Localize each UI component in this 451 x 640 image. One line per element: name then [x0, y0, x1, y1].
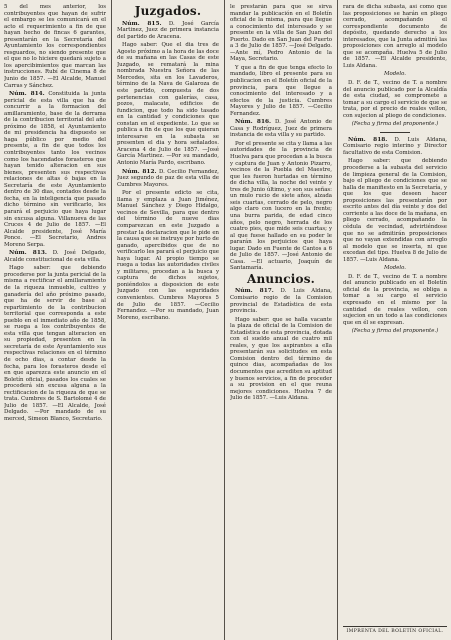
- notice-text: 5 del mes anterior, los contribuyentes que hayan de sufrir el embargo se les comunicará en el acto el requerimiento a fin de que hayan hecho de fincas 6 garantes, presentarán en la Secretaría del Ayuntamiento los correspondientes resguardos, no siendo presente que el que no lo hiciere quedará sujeto a los apercibimientos que marcan las instrucciones. Rubí de Cinema 8 de Junio de 1857. —El Alcalde, Manuel Carras y Sánchez.: [4, 4, 106, 89]
- column-divider: [111, 0, 112, 640]
- signature-line: (Fecha y firma del proponente.): [351, 121, 439, 128]
- notice-number: Núm. 818.: [348, 136, 388, 143]
- notice-number: Núm. 813.: [9, 250, 47, 257]
- model-heading: Modelo.: [384, 265, 406, 272]
- notice-text: Constituida la junta pericial de esta villa que ha de concurrir a la formacion del amillaramiento, base de la derrama de la contribucion territorial del año próximo de 1858, el Ayuntamiento de mi presidencia ha dispuesto se haga público por medio del presente, a fin de que todos los contribuyentes tanto los vecinos como los hacendados forasteros que hayan tenido alteracion en sus bienes, presenten sus respectivas relaciones de altas ó bajas en la Secretaría de este Ayuntamiento dentro de 30 dias, contados desde la fecha, en la inteligencia que pasado dicho término sin verificarlo, les parará el perjuicio que haya lugar sin excusa alguna. Villanueva de las Cruces 4 de Julio de 1857. —El Alcalde presidente, José María Ponce. —El Secretario, Andres Moreno Serpa.: [4, 91, 106, 248]
- column-1: [4, 4, 106, 640]
- column-divider: [224, 0, 225, 640]
- notice-text: D. José García Martinez, Juez de primera instancia del partido de Aracena.: [117, 20, 219, 40]
- notice-number: Núm. 815.: [122, 20, 162, 27]
- notice-text: le prestarán para que se sirva mandar la publicación en el Boletín oficial de la misma, para que llegue a conocimiento del interesado y se presente en la villa de San Juan del Puerto. Dado en San Juan del Puerto a 3 de Julio de 1857. —José Delgado. —Ante mí, Pedro Antonio de la Maya, Secretario.: [230, 4, 332, 63]
- notice-text: Hago saber: que se halla vacante la plaza de oficial de la Comision de Estadística de esta provincia, dotada con el sueldo anual de cuatro mil reales, y que los aspirantes a ella presentarán sus solicitudes en esta Comision dentro del término de quince dias, acompañadas de los documentos que acrediten su aptitud y buenos servicios, a fin de proceder a su provision en el que reuna mejores condiciones. Huelva 7 de Julio de 1857. —Luis Aldana.: [230, 316, 332, 402]
- notice-number: Núm. 817.: [235, 288, 274, 295]
- column-3: [230, 4, 332, 640]
- printer-imprint: IMPRENTA DEL BOLETÍN OFICIAL.: [343, 626, 447, 634]
- notice-number: Núm. 816.: [235, 119, 272, 126]
- column-4: [343, 4, 447, 640]
- section-heading-anuncios: Anuncios.: [246, 271, 316, 286]
- notice-text: D. Luis Aldana, Comisario regio interino y Director facultativo de esta Comision.: [343, 136, 447, 156]
- notice-text: Hago saber: que debiendo procederse a la subasta del servicio de limpieza general de la Comision, bajo el pliego de condiciones que se halla de manifiesto en la Secretaría, y que los que deseen hacer proposiciones las presentarán por escrito antes del día veinte y dos del corriente a las doce de la mañana, en pliego cerrado, acompañando la cédula de vecindad, advirtiéndose que no se admitirán proposiciones que no vayan extendidas con arreglo al modelo que se inserta, ni que excedan del tipo. Huelva 8 de Julio de 1857. —Luis Aldana.: [343, 158, 447, 263]
- notice-text: Y que a fin de que tenga efecto lo mandado, libro el presente para su publicacion en el Boletín oficial de la provincia, para que llegue a conocimiento del interesado y a efectos de la justicia. Cumbres Mayores y Julio de 1857. —Cecilio Fernandez.: [230, 64, 332, 117]
- separator: [380, 132, 410, 133]
- column-2: [117, 4, 219, 640]
- notice-text: D. Cecilio Fernandez, Juez segundo de paz de esta villa de Cumbres Mayores.: [117, 168, 219, 188]
- notice-text: D. F. de T., vecino de T. a nombre del anuncio publicado en el Boletín oficial de la provincia, se obliga a tomar a su cargo el servicio expresado en el mismo por la cantidad de reales vellon, con sujecion en un todo a las condiciones que en él se expresan.: [343, 273, 447, 326]
- notice-text: D. José Antonio de Casa y Rodríguez, Juez de primera instancia de esta villa y su partido.: [230, 119, 332, 139]
- notice-number: Núm. 814.: [9, 91, 45, 98]
- section-heading-juzgados: Juzgados.: [134, 4, 202, 18]
- notice-text: Por el presente se cita y llama a las autoridades de la provincia de Huelva para que procedan a la busca y captura de Juan y Antonio Pizarro, vecinos de la Puebla del Maestre, que les fueron hurtadas en término de dicha villa, la noche del veinte y tres de Junio último, y son sus señas: un mulo rucio de siete años, alzada seis cuartas, cerrado de pelo, negro algo claro con lucero en la frente; una burra parida, de edad cinco años, pelo negro, herrada de los cuatro pies, que mide seis cuartas; y al que fuese hallado en su poder le pararán los perjuicios que haya lugar. Dado en Fuente de Cantos a 6 de Julio de 1857. —José Antonio de Casa. —El actuario, Joaquín de Santamaría.: [230, 140, 332, 272]
- notice-text: D. José Delgado, Alcalde constitucional de esta villa.: [4, 250, 106, 263]
- notice-number: Núm. 812.: [122, 168, 157, 175]
- notice-text: D. F. de T., vecino de T. a nombre del anuncio publicado por la Alcaldía de esta ciudad, se compromete a tomar a su cargo el servicio de que se trata, por el precio de reales vellon, con sujecion al pliego de condiciones.: [343, 80, 447, 119]
- notice-text: D. Luis Aldana, Comisario regio de la Comision provincial de Estadística de esta provincia.: [230, 288, 332, 315]
- notice-text: rara de dicha subasta, así como que las proposiciones se harán en pliego cerrado, acompañando el correspondiente documento de depósito, quedando derecho a los interesados, que la Junta admitirá las proposiciones con arreglo al modelo que se acompaña. Huelva 5 de Julio de 1857. —El Alcalde presidente, Luis Aldana.: [343, 4, 447, 69]
- notice-text: Hago saber: que debiendo procederse por la junta pericial de la misma a rectificar el amillaramiento de la riqueza inmueble, cultivo y ganadería del año próximo pasado, que ha de servir de base al repartimiento de la contribucion territorial que corresponda a este pueblo en el inmediato año de 1858, se ruega a los contribuyentes de esta villa que tengan alteracion en su propiedad, presenten en la secretaría de este Ayuntamiento sus respectivas relaciones en el término de ocho dias, a contar desde la fecha, para los forasteros desde el en que aparezca este anuncio en el Boletín oficial, pasados los cuales se procederá sin excusa alguna a la rectificacion de la riqueza de que se trata. Cumbres de S. Bartolomé 4 de Julio de 1857. —El Alcalde, José Delgado. —Por mandado de su merced, Simeon Blanco, Secretario.: [4, 265, 106, 422]
- column-divider: [337, 0, 338, 640]
- notice-text: Por el presente edicto se cita, llama y emplaza a Juan Jiménez, Manuel Sánchez y Diego Hidalgo, vecinos de Sevilla, para que dentro del término de nueve dias comparezcan en este Juzgado a prestar la declaracion que le pide en la causa que se instruye por hurto de ganado, apercibidos que de no verificarlo les parará el perjuicio que haya lugar. Al propio tiempo se ruega a todas las autoridades civiles y militares, procedan a la busca y captura de dichos sujetos, poniéndolos a disposicion de este Juzgado con las seguridades convenientes. Cumbres Mayores 5 de Julio de 1857. —Cecilio Fernandez. —Por su mandado, Juan Moreno, escribano.: [117, 190, 219, 321]
- model-heading: Modelo.: [384, 71, 406, 78]
- notice-text: Hago saber: Que el dia tres de Agosto próximo a la hora de las doce de su mañana en las Casas de este Juzgado, se rematará la mina nombrada Nuestra Señora de las Mercedes, sita en los Lavaderos, término de la Nava de Galaroza de este partido, compuesta de dos pertenencias con galerías, casa, pozos, malacate, edificios de fundicion, que todo ha sido tasado en la cantidad y condiciones que constan en el expediente. Lo que se publica a fin de que los que quieran interesarse en la subasta se presenten el dia y hora señalados. Aracena 4 de Julio de 1857. —José García Martinez. —Por su mandado, Antonio María Pardo, escribano.: [117, 42, 219, 167]
- signature-line: (Fecha y firma del proponente.): [351, 328, 439, 335]
